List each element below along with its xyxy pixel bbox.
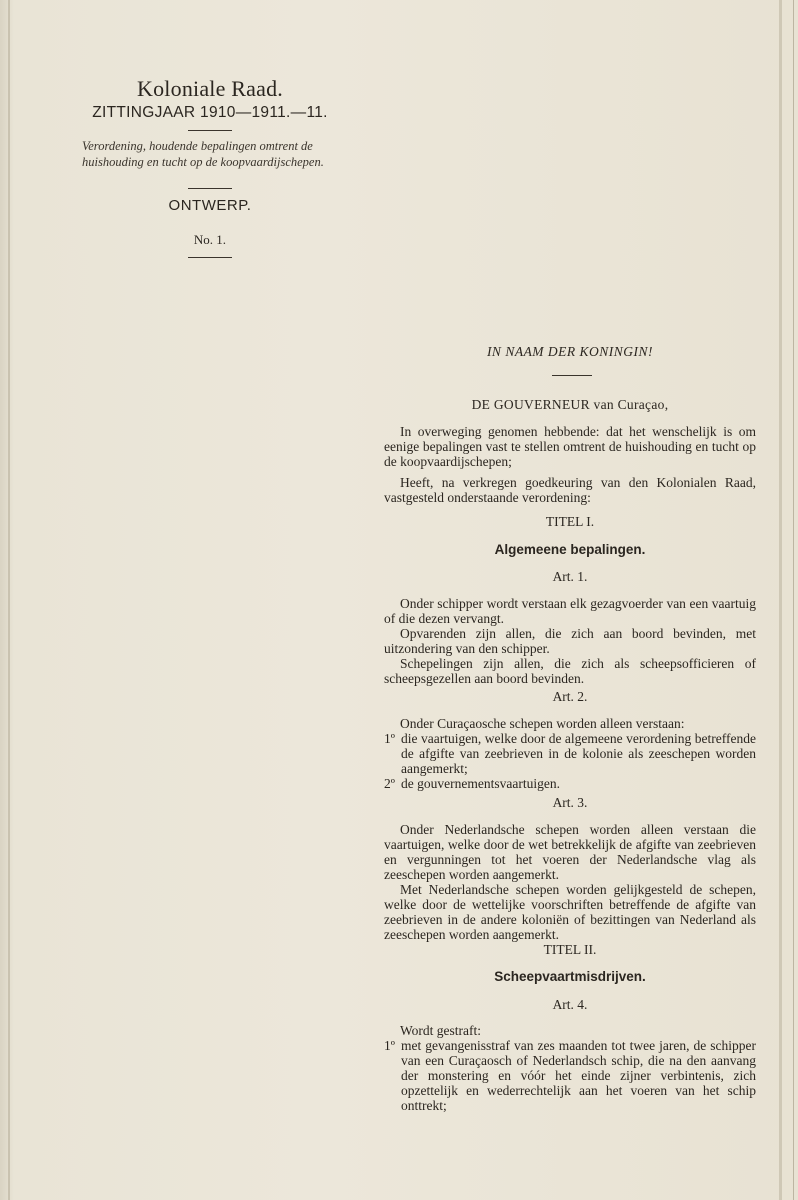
session-year: ZITTINGJAAR 1910—1911.—11.: [92, 104, 328, 121]
article-2-item-2: [384, 776, 756, 791]
article-1-body: [384, 596, 756, 686]
item-text: die vaartuigen, welke door de algemeene verordening betreffende de afgifte van zeebrieven in de kolonie als zeeschepen worden aangemerkt;: [401, 731, 756, 776]
ordinance-description: Verordening, houdende bepalingen omtrent de huishouding en tucht op de koopvaardijschepen.: [82, 139, 324, 169]
header-rule-1: [188, 130, 232, 131]
council-title: Koloniale Raad.: [137, 76, 283, 101]
title-2-heading: Scheepvaartmisdrijven.: [494, 969, 646, 984]
article-2-item-1: [384, 731, 756, 776]
page-edge: [779, 0, 782, 1200]
article-2-label: Art. 2.: [552, 689, 588, 704]
article-4-body: [384, 1023, 756, 1113]
binding-edge: [8, 0, 10, 1200]
header-rule-2: [188, 188, 232, 189]
article-1-para-3: Schepelingen zijn allen, die zich als scheepsofficieren of scheepsgezellen aan boord bevinden.: [384, 656, 756, 686]
item-number: 2º: [384, 776, 395, 791]
item-number: 1º: [384, 731, 395, 746]
article-4-intro: Wordt gestraft:: [400, 1023, 482, 1038]
article-3-para-1: Onder Nederlandsche schepen worden alleen verstaan die vaartuigen, welke door de wet betrekkelijk de afgifte van zeebrieven en vergunningen tot het voeren der Nederlandsche vlag als zeeschepen worden aangemerkt.: [384, 822, 756, 882]
article-1-para-1: Onder schipper wordt verstaan elk gezagvoerder van een vaartuig of die dezen vervangt.: [384, 596, 756, 626]
article-3-label: Art. 3.: [552, 795, 588, 810]
draft-label: ONTWERP.: [168, 197, 252, 214]
title-2: TITEL II.: [543, 942, 597, 957]
title-1: TITEL I.: [545, 514, 595, 529]
article-3-para-2: Met Nederlandsche schepen worden gelijkgesteld de schepen, welke door de wettelijke voorschriften betreffende de afgifte van zeebrieven in de andere koloniën of bezittingen van Nederland als zeeschepen worden aangemerkt.: [384, 882, 756, 942]
article-1-para-2: Opvarenden zijn allen, die zich aan boord bevinden, met uitzondering van den schipper.: [384, 626, 756, 656]
article-4-label: Art. 4.: [552, 997, 588, 1012]
item-number: 1º: [384, 1038, 395, 1053]
page-edge-outer: [793, 0, 794, 1200]
draft-number: No. 1.: [193, 232, 227, 247]
item-text: met gevangenisstraf van zes maanden tot twee jaren, de schipper van een Curaçaosch of Nederlandsch schip, die na den aanvang der monstering en vóór het einde zijner verbintenis, zich opzettelijk en wederrechtelijk aan het voeren van het schip onttrekt;: [401, 1038, 756, 1113]
article-4-item-1: [384, 1038, 756, 1113]
article-2-body: [384, 716, 756, 791]
article-3-body: [384, 822, 756, 942]
body-rule: [552, 375, 592, 376]
title-1-heading: Algemeene bepalingen.: [494, 542, 646, 557]
invocation: IN NAAM DER KONINGIN!: [486, 344, 654, 359]
item-text: de gouvernementsvaartuigen.: [401, 776, 560, 791]
preamble-enacted: Heeft, na verkregen goedkeuring van den Kolonialen Raad, vastgesteld onderstaande verordening:: [384, 475, 756, 505]
article-1-label: Art. 1.: [552, 569, 588, 584]
header-rule-3: [188, 257, 232, 258]
issuer: DE GOUVERNEUR van Curaçao,: [471, 397, 669, 412]
article-2-intro: Onder Curaçaosche schepen worden alleen verstaan:: [400, 716, 685, 731]
preamble-considering: In overweging genomen hebbende: dat het wenschelijk is om eenige bepalingen vast te stellen omtrent de huishouding en tucht op de koopvaardijschepen;: [384, 424, 756, 469]
